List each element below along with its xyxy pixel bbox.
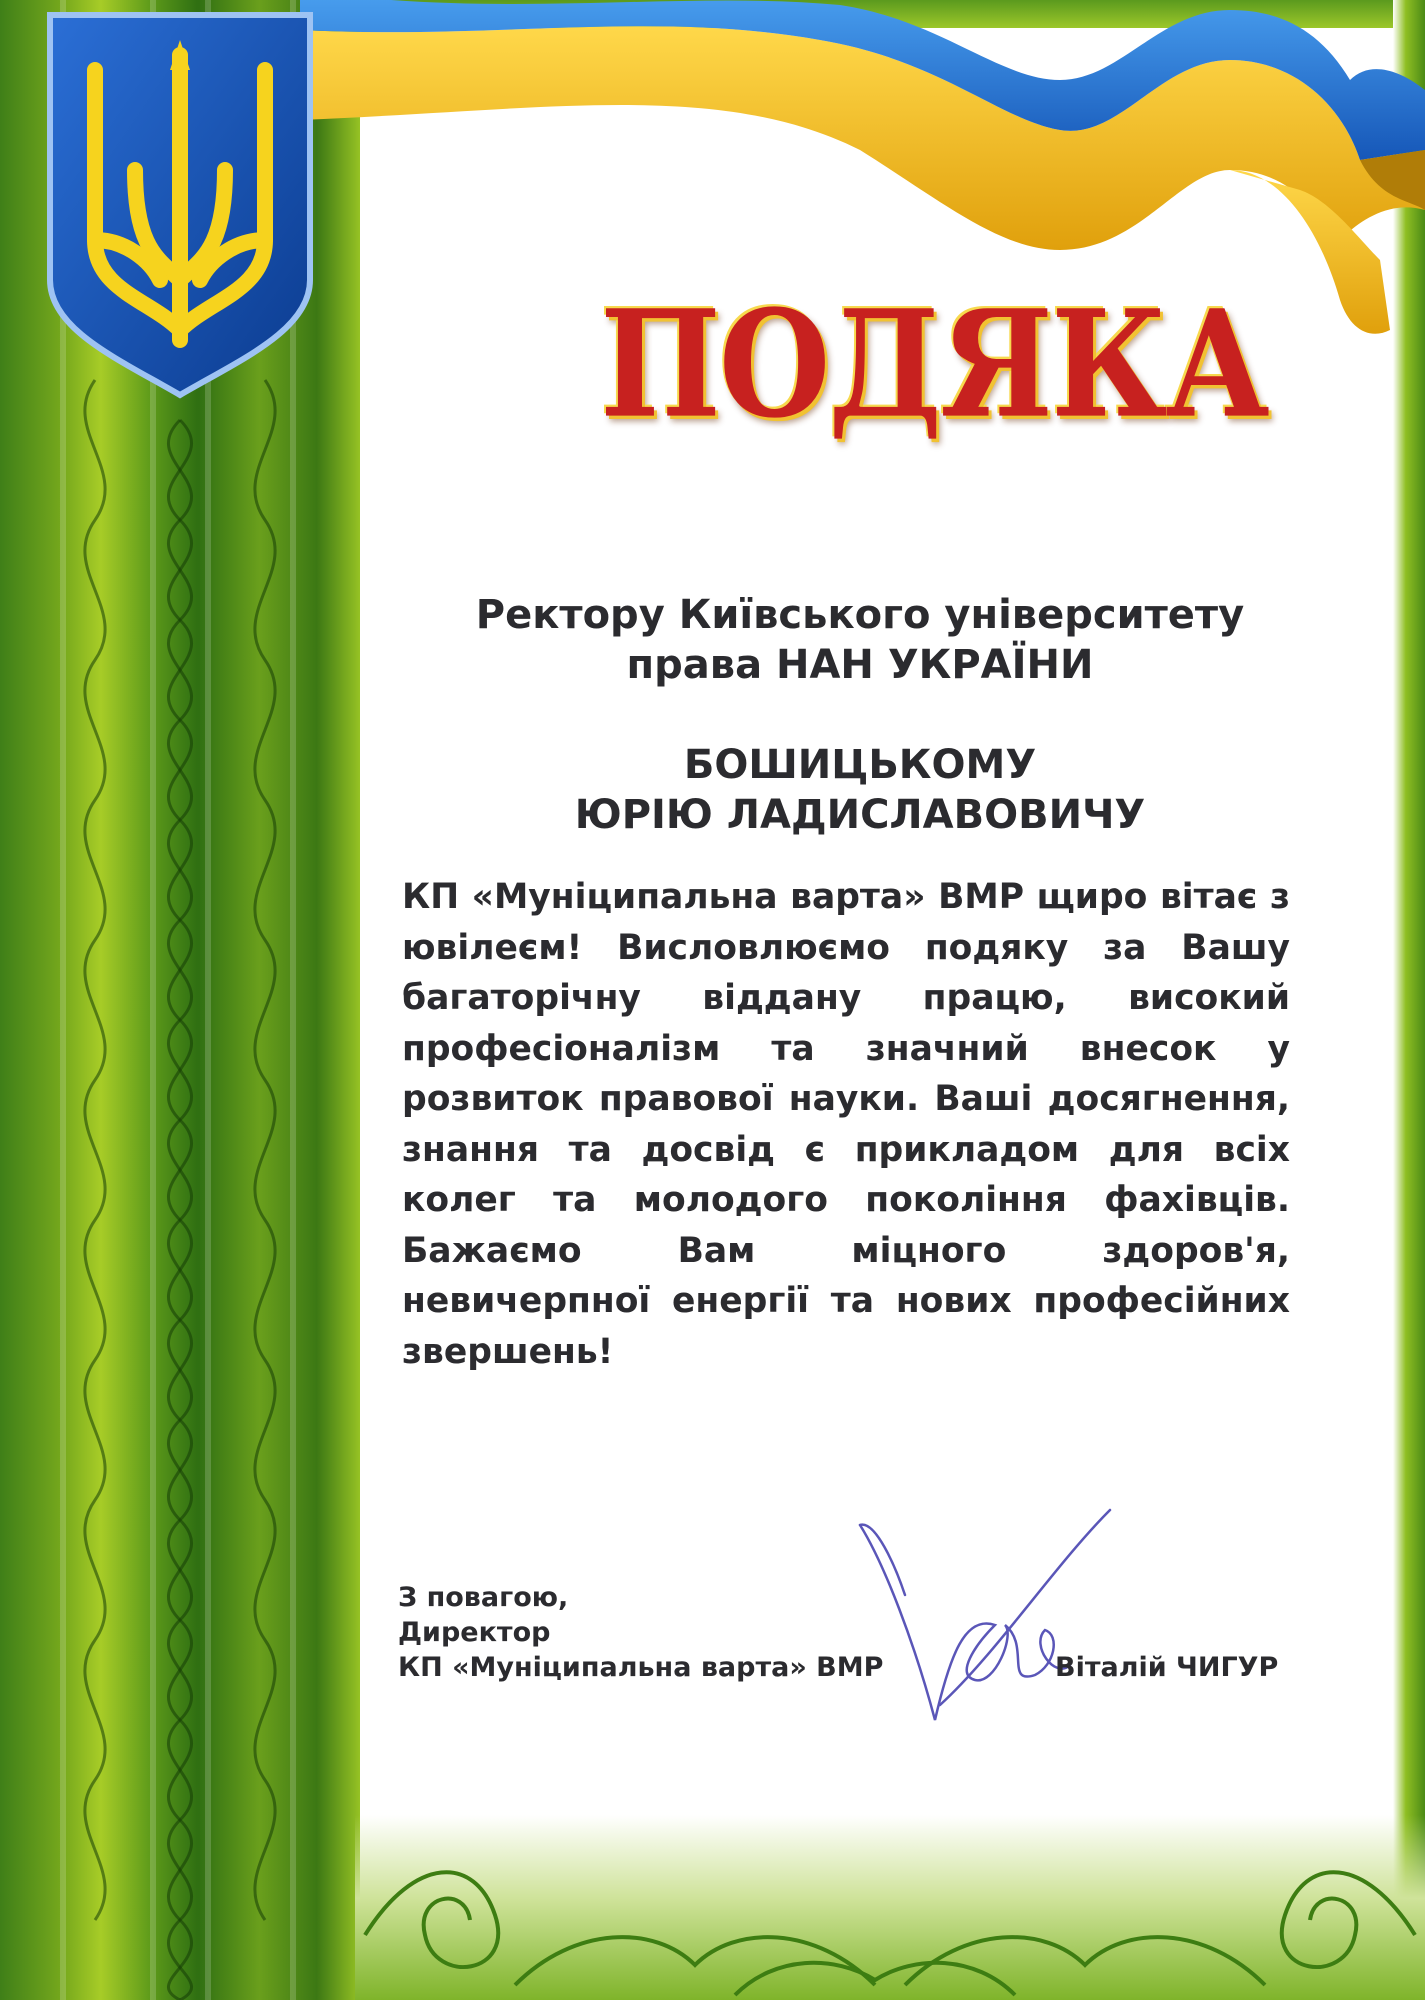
- coat-of-arms-icon: [40, 10, 320, 400]
- recipient-line: Ректору Київського університету: [475, 592, 1245, 638]
- document-title: ПОДЯКА: [600, 278, 1268, 452]
- closing-line: Директор: [398, 1617, 551, 1648]
- recipient-block: [400, 590, 1320, 690]
- bottom-ornamental-border: [355, 1815, 1425, 2000]
- recipient-surname: БОШИЦЬКОМУ: [683, 742, 1037, 788]
- recipient-given-names: ЮРІЮ ЛАДИСЛАВОВИЧУ: [574, 792, 1146, 838]
- letter-body: КП «Муніципальна варта» ВМР щиро вітає з ювілеєм! Висловлюємо подяку за Вашу багаторічну віддану працю, високий професіоналізм та значний внесок у розвиток правової науки. Ваші досягнення, знання та досвід є прикладом для всіх колег та молодого покоління фахівців. Бажаємо Вам міцного здоров'я, невичерпної енергії та нових професійних звершень!: [402, 877, 1290, 1372]
- recipient-line: права НАН УКРАЇНИ: [626, 642, 1094, 688]
- bottom-ornament-pattern: [355, 1815, 1425, 2000]
- recipient-name: [400, 740, 1320, 840]
- signer-name: Віталій ЧИГУР: [1055, 1652, 1279, 1683]
- closing-block: [398, 1580, 958, 1685]
- closing-line: КП «Муніципальна варта» ВМР: [398, 1652, 884, 1683]
- closing-line: З повагою,: [398, 1582, 569, 1613]
